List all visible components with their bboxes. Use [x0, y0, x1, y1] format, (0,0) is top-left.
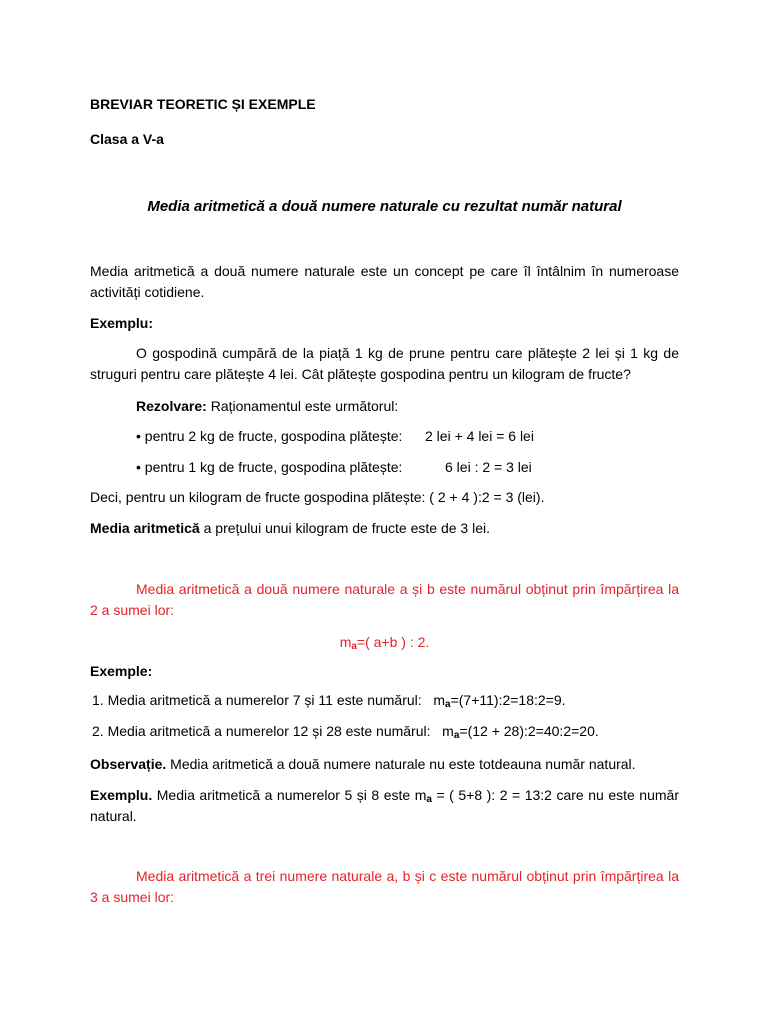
- example-item-1: [92, 690, 681, 711]
- example-2-sub: a: [453, 730, 460, 741]
- intro-paragraph: Media aritmetică a două numere naturale este un concept pe care îl întâlnim în numeroase activități cotidiene.: [90, 263, 679, 300]
- example-label: Exemplu:: [90, 315, 154, 331]
- example-2-text: 2. Media aritmetică a numerelor 12 și 28 este numărul:: [92, 723, 431, 739]
- counterexample-paragraph: [90, 785, 679, 827]
- solution-step-2: [136, 457, 676, 478]
- step-1-text: • pentru 2 kg de fructe, gospodina plătește:: [136, 428, 403, 444]
- mean-statement: [90, 518, 679, 539]
- mean-rest: a prețului unui kilogram de fructe este de 3 lei.: [199, 520, 490, 536]
- definition-three-numbers: Media aritmetică a trei numere naturale a, b și c este numărul obținut prin împărțirea la 3 a sumei lor:: [90, 868, 679, 905]
- solution-text: Raționamentul este următorul:: [210, 398, 399, 414]
- conclusion-line: Deci, pentru un kilogram de fructe gospodina plătește: ( 2 + 4 ):2 = 3 (lei).: [90, 489, 545, 505]
- observation-line: [90, 754, 679, 775]
- examples-label: Exemple:: [90, 663, 153, 679]
- observation-label: Observație.: [90, 756, 167, 772]
- example-item-2: [92, 721, 681, 742]
- example-1-expr: =(7+11):2=18:2=9.: [450, 692, 566, 708]
- step-2-result: 6 lei : 2 = 3 lei: [445, 459, 532, 475]
- formula-m: m: [339, 634, 352, 650]
- formula-rest: =( a+b ) : 2.: [356, 634, 430, 650]
- example-2-m: m: [442, 723, 454, 739]
- counterexample-label: Exemplu.: [90, 787, 153, 803]
- formula-two-numbers: [90, 632, 679, 653]
- example-2-expr: =(12 + 28):2=40:2=20.: [459, 723, 599, 739]
- solution-step-1: [136, 426, 676, 447]
- counterexample-m: m: [414, 787, 427, 803]
- example-1-m: m: [433, 692, 446, 708]
- solution-label: Rezolvare:: [136, 398, 207, 414]
- counterexample-expr: = ( 5+8 ): 2 = 13:2 care nu este număr natural.: [90, 787, 679, 824]
- class-label: Clasa a V-a: [90, 131, 164, 147]
- definition-two-numbers: Media aritmetică a două numere naturale a și b este numărul obținut prin împărțirea la 2 a sumei lor:: [90, 581, 679, 618]
- step-2-text: • pentru 1 kg de fructe, gospodina plătește:: [136, 459, 403, 475]
- problem-paragraph: O gospodină cumpără de la piață 1 kg de prune pentru care plătește 2 lei și 1 kg de struguri pentru care plătește 4 lei. Cât plătește gospodina pentru un kilogram de fructe?: [90, 345, 679, 382]
- formula-sub: a: [351, 641, 357, 652]
- document-title: BREVIAR TEORETIC ȘI EXEMPLE: [90, 96, 316, 112]
- example-1-sub: a: [445, 699, 451, 710]
- example-1-text: 1. Media aritmetică a numerelor 7 și 11 este numărul:: [92, 692, 422, 708]
- observation-text: Media aritmetică a două numere naturale nu este totdeauna număr natural.: [166, 756, 636, 772]
- mean-bold: Media aritmetică: [90, 520, 200, 536]
- lesson-title: Media aritmetică a două numere naturale cu rezultat număr natural: [147, 198, 622, 215]
- counterexample-sub: a: [426, 794, 432, 805]
- step-1-result: 2 lei + 4 lei = 6 lei: [425, 428, 534, 444]
- counterexample-text: Media aritmetică a numerelor 5 și 8 este: [152, 787, 415, 803]
- solution-line: [136, 396, 676, 417]
